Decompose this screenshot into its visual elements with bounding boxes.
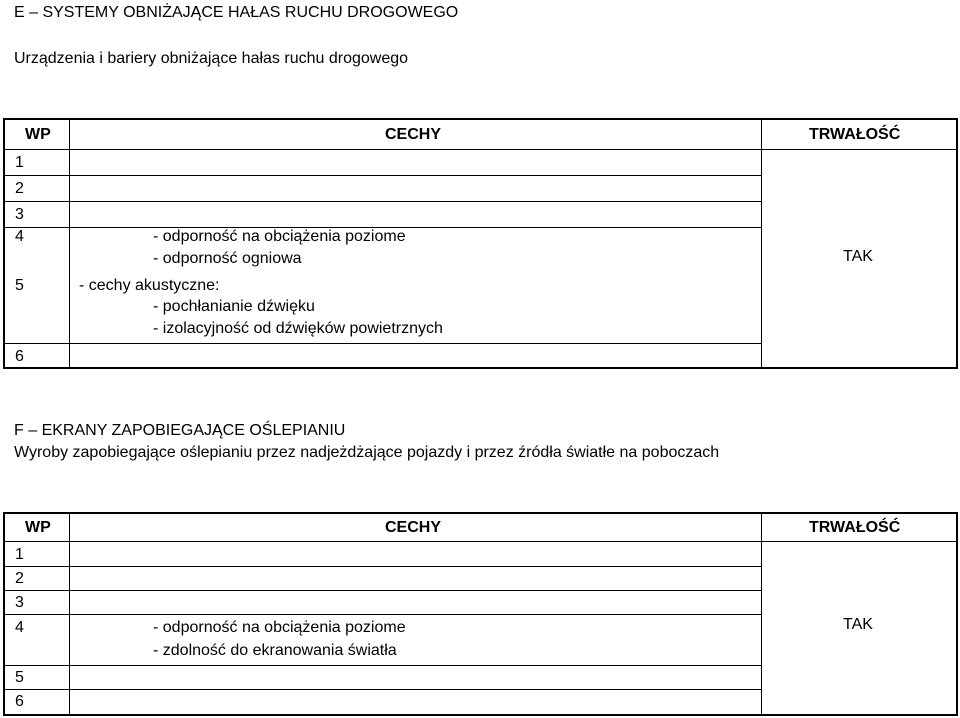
table-f-header-cechy: CECHY [385,519,442,536]
table-f-header-wp: WP [25,519,51,536]
table-e-cechy-line: - odporność na obciążenia poziome [153,228,406,245]
table-e-cechy-line: - pochłanianie dźwięku [153,298,315,315]
table-e-header-wp: WP [25,126,51,143]
table-f-row-number: 5 [15,669,24,686]
table-e-cechy-line: - cechy akustyczne: [79,277,220,294]
section-f-title: F – EKRANY ZAPOBIEGAJĄCE OŚLEPIANIU [14,422,346,439]
table-f-cechy-line: - zdolność do ekranowania światła [153,642,397,659]
table-e-header-trwalosc: TRWAŁOŚĆ [809,126,901,143]
table-f-header-trwalosc: TRWAŁOŚĆ [809,519,901,536]
table-f-row-number: 1 [15,546,24,563]
table-e-row-number: 3 [15,206,24,223]
table-f-cechy-line: - odporność na obciążenia poziome [153,619,406,636]
table-e-trwalosc-value: TAK [843,248,873,265]
table-e-row-number: 5 [15,277,24,294]
table-f-row-number: 2 [15,570,24,587]
section-e-title: E – SYSTEMY OBNIŻAJĄCE HAŁAS RUCHU DROGOWEGO [14,4,459,21]
table-e [3,118,958,369]
section-f-subtitle: Wyroby zapobiegające oślepianiu przez nadjeżdżające pojazdy i przez źródła światłe na poboczach [14,444,720,461]
table-f-trwalosc-value: TAK [843,616,873,633]
table-e-cechy-line: - izolacyjność od dźwięków powietrznych [153,320,443,337]
table-e-row-number: 4 [15,228,24,245]
table-e-row-number: 1 [15,154,24,171]
table-e-row-number: 2 [15,180,24,197]
table-f-row-number: 4 [15,619,24,636]
section-e-subtitle: Urządzenia i bariery obniżające hałas ruchu drogowego [14,50,409,67]
table-f [3,512,958,716]
table-f-row-number: 3 [15,594,24,611]
table-e-header-cechy: CECHY [385,126,442,143]
table-f-row-number: 6 [15,693,24,710]
table-e-cechy-line: - odporność ogniowa [153,250,302,267]
table-e-row-number: 6 [15,348,24,365]
